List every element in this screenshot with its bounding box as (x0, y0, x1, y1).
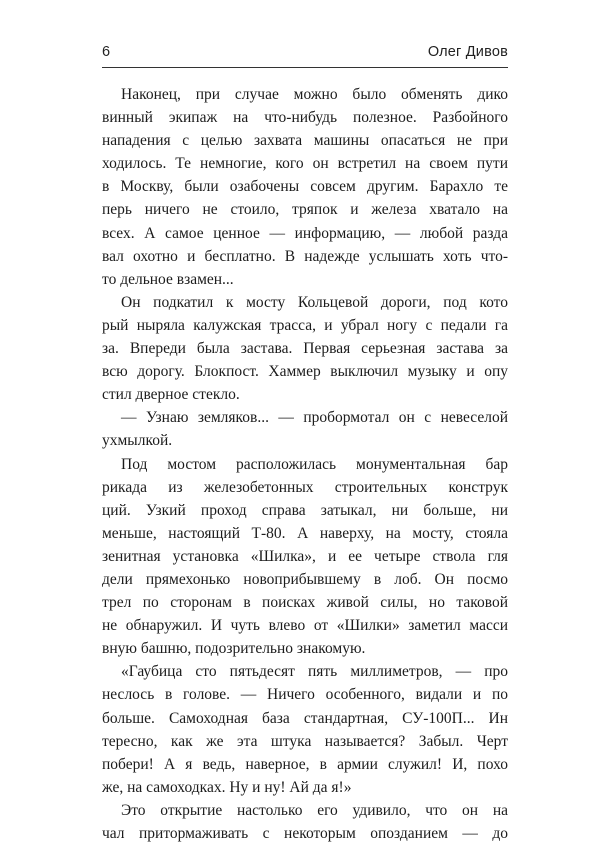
body-text (102, 83, 508, 845)
text-line: вную башню, подозрительно знакомую. (102, 640, 366, 658)
page-header (102, 43, 508, 67)
text-line: побери! А я ведь, наверное, в армии служил! И, похо (102, 755, 508, 773)
text-line: больше. Самоходная база стандартная, СУ-100П... Ин (102, 709, 508, 727)
text-line: вал охотно и бесплатно. В надежде услышать хоть что- (102, 247, 508, 265)
text-line: перь ничего не стоило, тряпок и железа хватало на (102, 201, 508, 219)
text-line: не обнаружил. И чуть влево от «Шилки» заметил масси (102, 617, 508, 635)
text-line: Он подкатил к мосту Кольцевой дороги, под кото (121, 293, 508, 311)
text-line: нападения с целью захвата машины опасаться не при (102, 132, 508, 150)
running-head-author: Олег Дивов (427, 44, 508, 60)
text-line: Под мостом расположилась монументальная бар (121, 455, 508, 473)
text-line: всю дорогу. Блокпост. Хаммер выключил музыку и опу (102, 363, 508, 381)
text-line: тересно, как же эта штука называется? Забыл. Черт (102, 732, 508, 750)
text-line: винный экипаж на что-нибудь полезное. Разбойного (102, 109, 508, 127)
text-line: зенитная установка «Шилка», и ее четыре ствола гля (102, 547, 508, 565)
text-line: Наконец, при случае можно было обменять дико (121, 86, 508, 103)
text-line: ходилось. Те немногие, кого он встретил на своем пути (102, 155, 508, 173)
text-line: в Москву, были озабочены совсем другим. Барахло те (102, 178, 508, 196)
text-line: рикада из железобетонных строительных конструк (102, 478, 508, 496)
text-line: трел по сторонам в поисках живой силы, но таковой (102, 594, 508, 612)
text-line: неслось в голове. — Ничего особенного, видали и по (102, 686, 508, 704)
text-line: чал притормаживать с некоторым опозданием — до (102, 825, 508, 842)
text-line: всех. А самое ценное — информацию, — любой разда (102, 224, 508, 242)
text-line: меньше, настоящий Т-80. А наверху, на мосту, стояла (102, 524, 508, 542)
text-line: ухмылкой. (102, 432, 173, 450)
text-line: же, на самоходках. Ну и ну! Ай да я!» (102, 778, 352, 796)
text-line: Это открытие настолько его удивило, что он на (121, 801, 508, 819)
text-line: дели прямехонько новоприбывшему в лоб. Он посмо (102, 570, 508, 588)
text-line: ций. Узкий проход справа затыкал, ни больше, ни (102, 501, 508, 519)
page-number: 6 (102, 44, 111, 60)
text-line: «Гаубица сто пятьдесят пять миллиметров, — про (121, 663, 508, 681)
text-line: рый ныряла калужская трасса, и убрал ногу с педали га (102, 316, 508, 334)
header-rule (102, 67, 508, 68)
text-line: то дельное взамен... (102, 270, 234, 288)
text-line: за. Впереди была застава. Первая серьезная застава за (102, 340, 508, 358)
text-line: стил дверное стекло. (102, 386, 240, 404)
text-line: — Узнаю земляков... — пробормотал он с невеселой (121, 409, 508, 427)
